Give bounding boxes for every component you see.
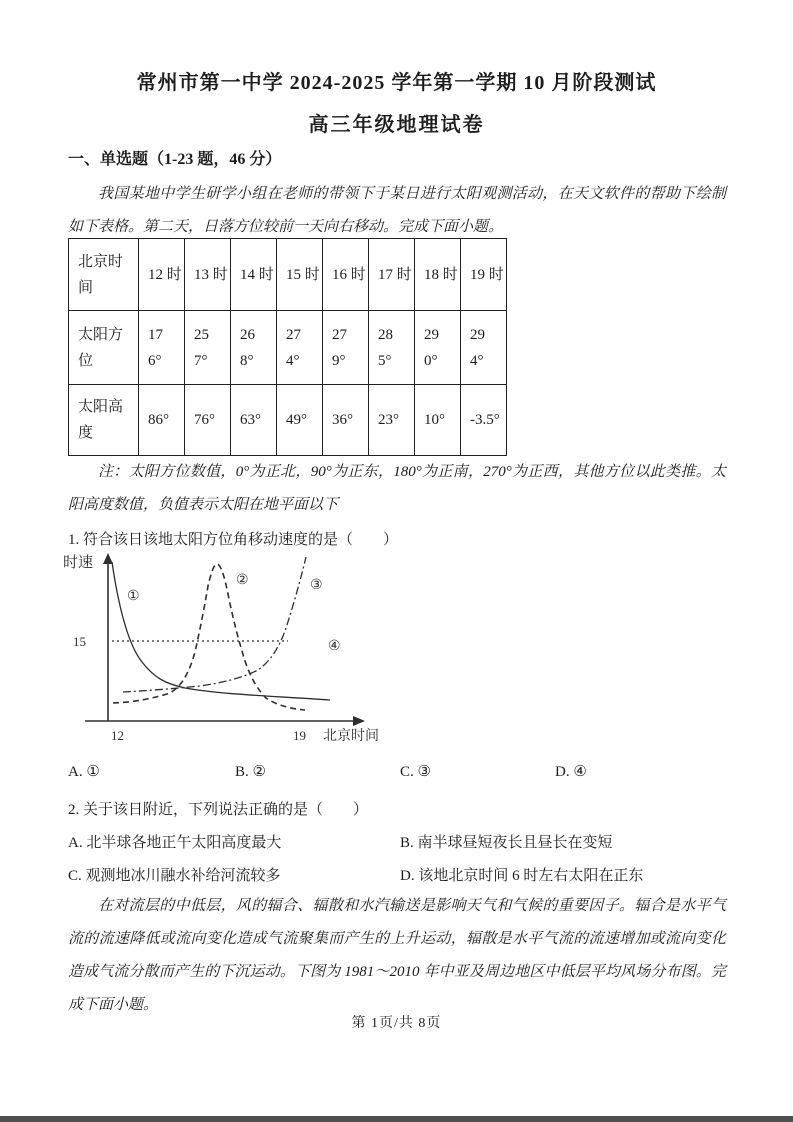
table-header-hour: 14 时 bbox=[231, 239, 277, 311]
curve-2-dashed bbox=[113, 564, 305, 710]
table-row-azimuth bbox=[69, 311, 507, 385]
y-tick-15: 15 bbox=[73, 634, 86, 649]
passage-sun-observation: 我国某地中学生研学小组在老师的带领下于某日进行太阳观测活动，在天文软件的帮助下绘制如下表格。第二天，日落方位较前一天向右移动。完成下面小题。 bbox=[68, 186, 726, 235]
x-tick-19: 19 bbox=[293, 728, 306, 743]
azimuth-value: 279° bbox=[323, 311, 369, 385]
question-2: 2. 关于该日附近，下列说法正确的是（ ） bbox=[68, 802, 369, 818]
altitude-value: 63° bbox=[231, 385, 277, 456]
q1-option-c: C. ③ bbox=[400, 764, 431, 780]
row-label-azimuth: 太阳方位 bbox=[69, 311, 139, 385]
altitude-value: 36° bbox=[323, 385, 369, 456]
table-header-hour: 17 时 bbox=[369, 239, 415, 311]
exam-title: 常州市第一中学 2024-2025 学年第一学期 10 月阶段测试 bbox=[136, 72, 657, 94]
curve-1-label: ① bbox=[127, 589, 140, 604]
curve-2-label: ② bbox=[236, 573, 249, 588]
y-axis-label: 时速 bbox=[63, 555, 94, 571]
table-row-altitude bbox=[69, 385, 507, 456]
altitude-value: 86° bbox=[139, 385, 185, 456]
table-header-beijing-time: 北京时间 bbox=[69, 239, 139, 311]
curve-3-label: ③ bbox=[310, 578, 323, 593]
passage-wind-convergence: 在对流层的中低层，风的辐合、辐散和水汽输送是影响天气和气候的重要因子。辐合是水平气流的流速降低或流向变化造成气流聚集而产生的上升运动，辐散是水平气流的流速增加或流向变化造成气流分散而产生的下沉运动。下图为 1981～2010 年中亚及周边地区中低层平均风场分布图。完成下面小题。 bbox=[68, 898, 726, 1013]
azimuth-value: 294° bbox=[461, 311, 507, 385]
x-axis-label: 北京时间 bbox=[323, 729, 379, 744]
altitude-value: 76° bbox=[185, 385, 231, 456]
table-header-hour: 15 时 bbox=[277, 239, 323, 311]
x-axis-arrow-icon bbox=[353, 716, 365, 726]
row-label-altitude: 太阳高度 bbox=[69, 385, 139, 456]
table-header-hour: 18 时 bbox=[415, 239, 461, 311]
table-header-hour: 16 时 bbox=[323, 239, 369, 311]
curve-1-solid bbox=[112, 562, 330, 700]
section-heading: 一、单选题（1-23 题，46 分） bbox=[68, 151, 282, 168]
page-bottom-edge bbox=[0, 1116, 793, 1122]
curve-4-label: ④ bbox=[328, 639, 341, 654]
azimuth-value: 257° bbox=[185, 311, 231, 385]
azimuth-value: 285° bbox=[369, 311, 415, 385]
table-row bbox=[69, 239, 507, 311]
x-tick-12: 12 bbox=[111, 728, 124, 743]
azimuth-speed-chart bbox=[55, 548, 400, 750]
question-1: 1. 符合该日该地太阳方位角移动速度的是（ ） bbox=[68, 532, 399, 548]
table-header-hour: 19 时 bbox=[461, 239, 507, 311]
q1-option-a: A. ① bbox=[68, 764, 100, 780]
sun-observation-table bbox=[68, 238, 507, 456]
altitude-value: -3.5° bbox=[461, 385, 507, 456]
azimuth-value: 274° bbox=[277, 311, 323, 385]
table-note: 注：太阳方位数值，0°为正北，90°为正东，180°为正南，270°为正西，其他方位以此类推。太阳高度数值，负值表示太阳在地平面以下 bbox=[68, 464, 726, 513]
page-number: 第 1页/共 8页 bbox=[351, 1016, 442, 1031]
exam-subtitle: 高三年级地理试卷 bbox=[308, 114, 485, 136]
q2-option-b: B. 南半球昼短夜长且昼长在变短 bbox=[400, 835, 613, 851]
azimuth-value: 268° bbox=[231, 311, 277, 385]
q2-option-a: A. 北半球各地正午太阳高度最大 bbox=[68, 835, 282, 851]
table-header-hour: 13 时 bbox=[185, 239, 231, 311]
azimuth-value: 290° bbox=[415, 311, 461, 385]
q2-option-c: C. 观测地冰川融水补给河流较多 bbox=[68, 868, 281, 884]
q2-option-d: D. 该地北京时间 6 时左右太阳在正东 bbox=[400, 868, 644, 884]
q1-option-d: D. ④ bbox=[555, 764, 587, 780]
altitude-value: 10° bbox=[415, 385, 461, 456]
table-header-hour: 12 时 bbox=[139, 239, 185, 311]
altitude-value: 23° bbox=[369, 385, 415, 456]
altitude-value: 49° bbox=[277, 385, 323, 456]
q1-option-b: B. ② bbox=[235, 764, 266, 780]
azimuth-value: 176° bbox=[139, 311, 185, 385]
